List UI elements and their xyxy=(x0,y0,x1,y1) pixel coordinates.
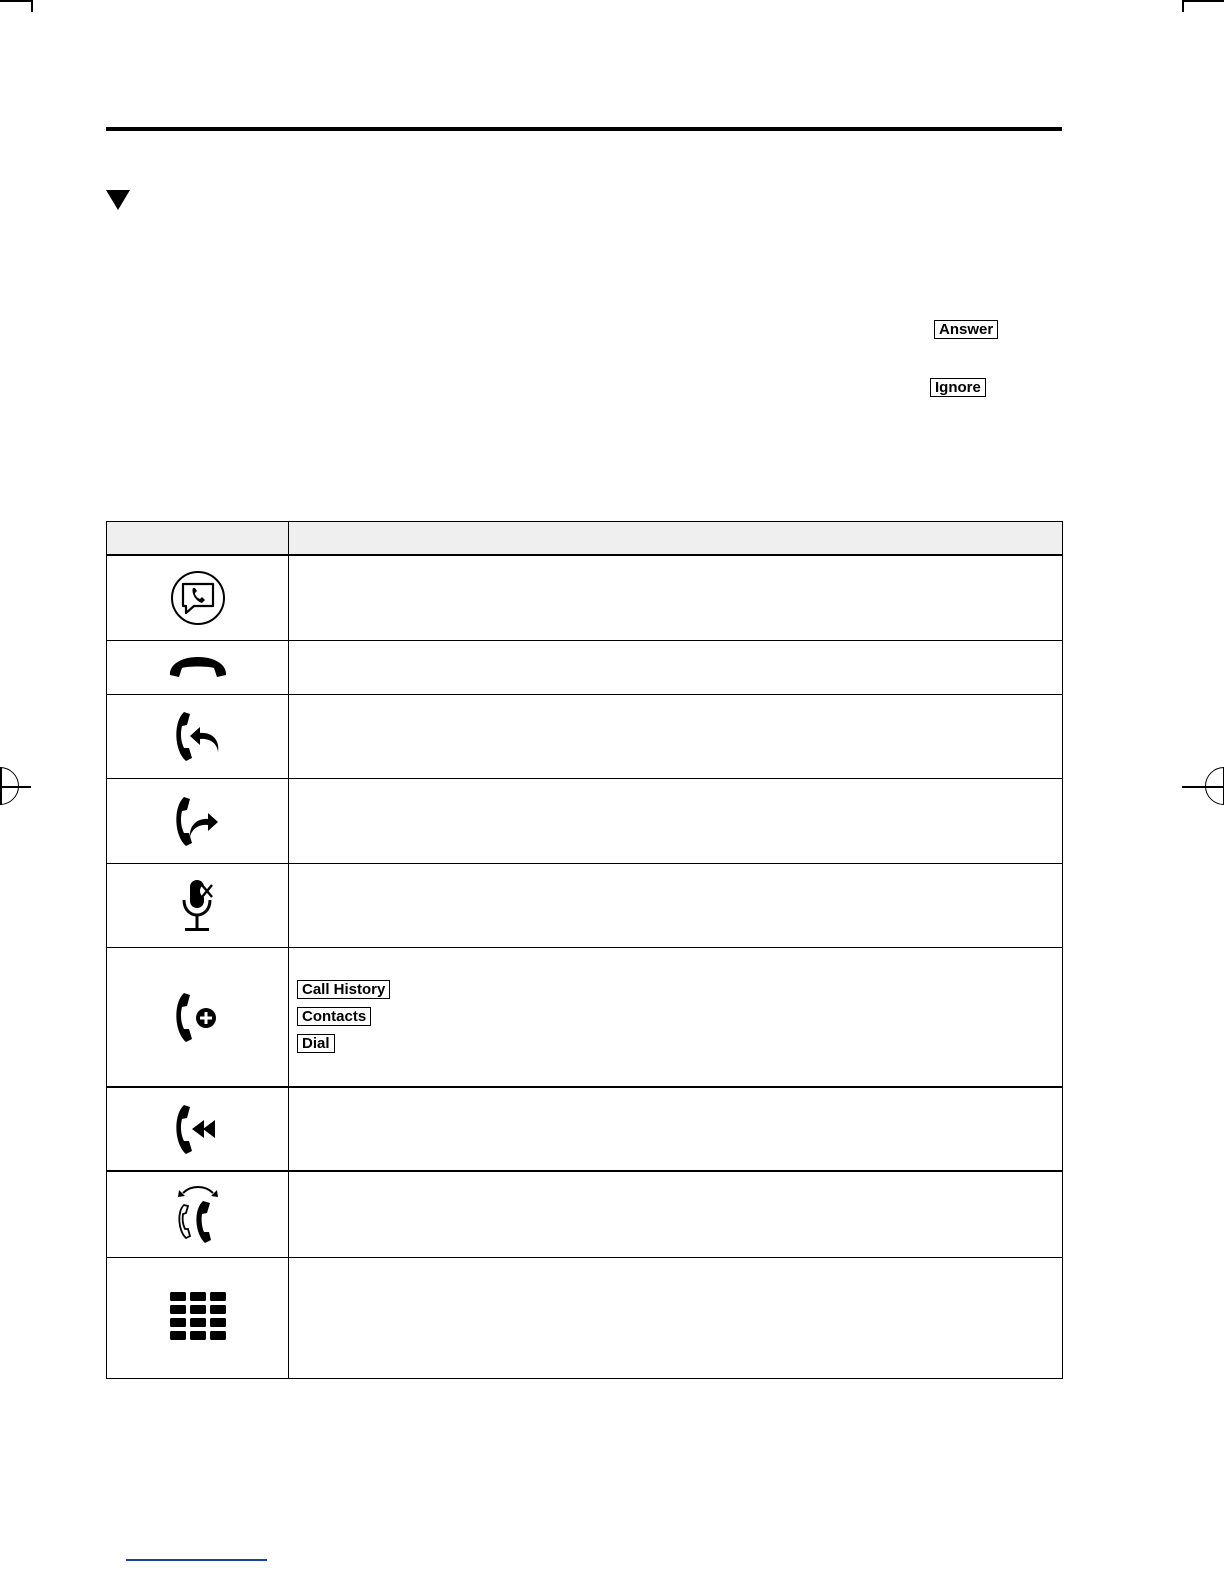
description-cell xyxy=(289,947,1063,1087)
table-header-cell xyxy=(107,522,289,556)
description-cell xyxy=(289,863,1063,947)
crop-mark xyxy=(1182,0,1184,12)
icon-cell xyxy=(107,694,289,778)
registration-mark-line xyxy=(0,767,2,805)
icon-cell xyxy=(107,863,289,947)
section-marker-icon xyxy=(106,190,130,210)
phone-add-call-icon[interactable] xyxy=(170,987,226,1047)
icon-cell xyxy=(107,1087,289,1171)
end-call-icon[interactable] xyxy=(167,653,229,681)
icon-cell xyxy=(107,947,289,1087)
phone-join-calls-icon[interactable] xyxy=(170,1099,226,1159)
footer-link-rule xyxy=(126,1559,267,1561)
header-rule xyxy=(106,127,1062,131)
swap-calls-icon[interactable] xyxy=(173,1183,223,1245)
icon-cell xyxy=(107,555,289,640)
crop-mark xyxy=(0,0,31,2)
icon-cell xyxy=(107,1257,289,1378)
registration-mark-line xyxy=(0,786,31,788)
table-row xyxy=(107,1171,1063,1257)
call-history-button[interactable]: Call History xyxy=(297,980,390,999)
description-cell xyxy=(289,555,1063,640)
message-phone-icon[interactable] xyxy=(168,568,228,628)
description-cell xyxy=(289,694,1063,778)
icon-cell xyxy=(107,778,289,863)
icon-table xyxy=(106,521,1063,1379)
table-row xyxy=(107,947,1063,1087)
table-row xyxy=(107,1087,1063,1171)
table-header-cell xyxy=(289,522,1063,556)
table-row xyxy=(107,778,1063,863)
description-cell xyxy=(289,1257,1063,1378)
contacts-button[interactable]: Contacts xyxy=(297,1007,371,1026)
answer-button[interactable]: Answer xyxy=(934,320,998,339)
crop-mark xyxy=(1182,0,1224,2)
description-cell xyxy=(289,778,1063,863)
ignore-button[interactable]: Ignore xyxy=(930,378,986,397)
table-header-row xyxy=(107,522,1063,556)
table-row xyxy=(107,863,1063,947)
phone-arrow-forward-icon[interactable] xyxy=(170,791,226,851)
add-call-button-list xyxy=(297,980,1062,1053)
description-cell xyxy=(289,1171,1063,1257)
keypad-icon[interactable] xyxy=(169,1290,227,1346)
registration-mark-line xyxy=(1182,786,1224,788)
icon-cell xyxy=(107,640,289,694)
mute-microphone-icon[interactable] xyxy=(176,874,220,936)
table-row xyxy=(107,640,1063,694)
table-row xyxy=(107,694,1063,778)
crop-mark xyxy=(31,0,33,12)
description-cell xyxy=(289,1087,1063,1171)
table-row xyxy=(107,555,1063,640)
icon-cell xyxy=(107,1171,289,1257)
phone-arrow-back-icon[interactable] xyxy=(170,706,226,766)
dial-button[interactable]: Dial xyxy=(297,1034,335,1053)
description-cell xyxy=(289,640,1063,694)
table-row xyxy=(107,1257,1063,1378)
